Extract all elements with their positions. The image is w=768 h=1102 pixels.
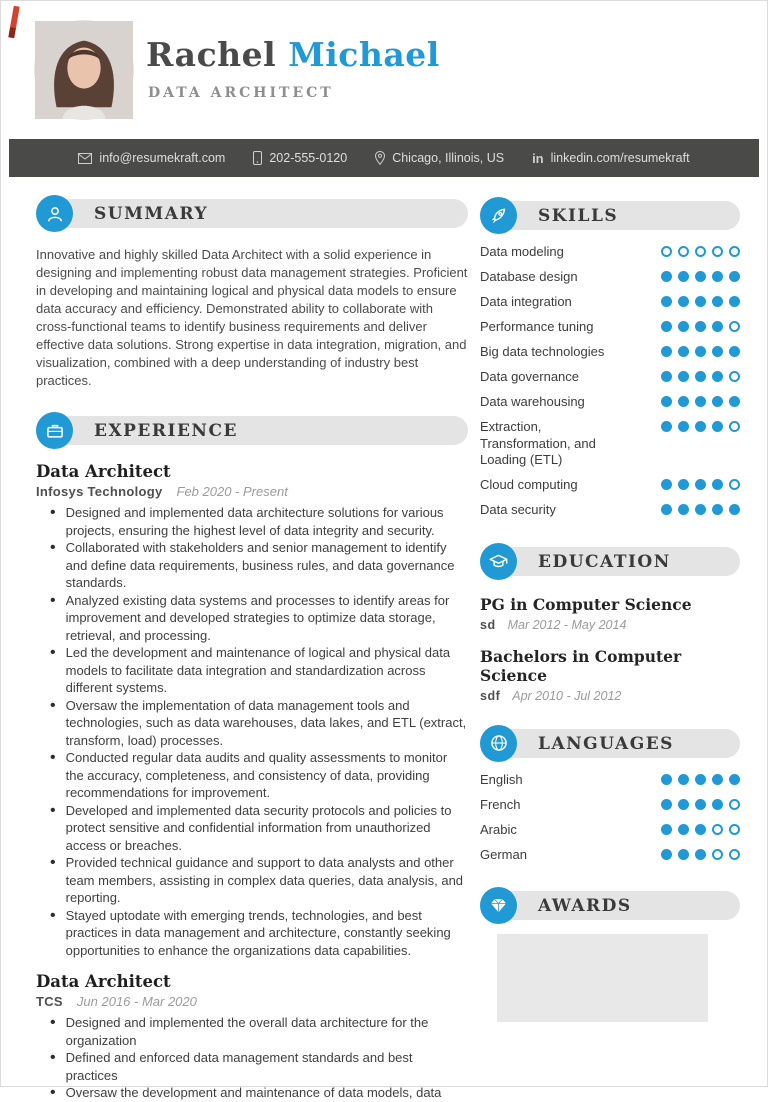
awards-section-header xyxy=(480,887,740,924)
skill-row xyxy=(480,269,740,286)
contact-phone xyxy=(253,151,347,165)
education-degree: PG in Computer Science xyxy=(480,594,692,614)
summary-text: Innovative and highly skilled Data Architect with a solid experience in designing and implementing robust data management strategies. Proficient in developing and maintaining logical and physical data models to ensure data accuracy and efficiency. Demonstrated ability to collaborate with cross-functional teams to identify business requirements and deliver effective data solutions. Strong expertise in data integration, migration, and visualization, combined with a deep understanding of industry best practices. xyxy=(36,247,468,388)
job-meta xyxy=(36,484,468,499)
bullet-item xyxy=(50,504,468,539)
experience-section-header xyxy=(36,412,468,449)
job-bullets xyxy=(36,504,468,959)
bullet-item xyxy=(50,1049,468,1084)
skill-row-dots xyxy=(661,321,740,332)
skill-row xyxy=(480,419,740,469)
skill-row-dots xyxy=(661,421,740,432)
job-title: DATA ARCHITECT xyxy=(148,85,334,101)
dot-filled xyxy=(695,824,706,835)
bullet-marker: • xyxy=(50,539,56,556)
skill-row-label: Database design xyxy=(480,269,578,284)
dot-filled xyxy=(661,799,672,810)
education-section-title: EDUCATION xyxy=(538,551,671,572)
contact-email-text: info@resumekraft.com xyxy=(99,151,226,165)
awards-placeholder-box xyxy=(497,934,708,1022)
first-name: Rachel xyxy=(146,35,277,74)
bullet-item xyxy=(50,644,468,697)
dot-filled xyxy=(729,774,740,785)
dot-empty xyxy=(661,246,672,257)
dot-filled xyxy=(729,346,740,357)
globe-icon xyxy=(480,725,517,762)
skill-row-dots xyxy=(661,396,740,407)
bullet-item xyxy=(50,907,468,960)
diamond-icon xyxy=(480,887,517,924)
job-bullets xyxy=(36,1014,468,1102)
skills-list xyxy=(480,244,740,519)
bullet-marker: • xyxy=(50,749,56,766)
skill-row xyxy=(480,319,740,336)
bullet-marker: • xyxy=(50,591,56,609)
bullet-marker: • xyxy=(50,801,56,819)
dot-filled xyxy=(661,296,672,307)
skill-row xyxy=(480,344,740,361)
skill-row-dots xyxy=(661,346,740,357)
dot-filled xyxy=(712,799,723,810)
job-dates: Feb 2020 - Present xyxy=(176,484,288,499)
dot-filled xyxy=(661,396,672,407)
education-meta xyxy=(480,618,740,632)
education-item xyxy=(480,647,740,703)
dot-filled xyxy=(695,421,706,432)
skill-row-label: Data integration xyxy=(480,294,572,309)
dot-filled xyxy=(712,504,723,515)
bullet-marker: • xyxy=(50,1049,56,1066)
rocket-icon xyxy=(480,197,517,234)
language-row-dots xyxy=(661,824,740,835)
bullet-text: Oversaw the implementation of data management tools and technologies, such as data warehouses, data lakes, and ETL (extract, transform, load) processes. xyxy=(65,697,467,748)
dot-filled xyxy=(678,421,689,432)
bullet-marker: • xyxy=(50,906,56,924)
education-degree: Bachelors in Computer Science xyxy=(480,646,682,685)
skill-row xyxy=(480,294,740,311)
languages-list xyxy=(480,772,740,864)
dot-filled xyxy=(678,504,689,515)
skills-section-title: SKILLS xyxy=(538,206,619,226)
languages-section-header xyxy=(480,725,740,762)
contact-email xyxy=(78,151,225,165)
education-school: sd xyxy=(480,617,496,632)
bullet-text: Stayed uptodate with emerging trends, technologies, and best practices in data management and architecture, constantly seeking opportunities to enhance the organizations data capabilities. xyxy=(65,907,451,958)
language-row-dots xyxy=(661,799,740,810)
language-row xyxy=(480,822,740,839)
dot-filled xyxy=(712,371,723,382)
linkedin-icon: in xyxy=(532,150,544,166)
language-row-dots xyxy=(661,774,740,785)
job-company: Infosys Technology xyxy=(36,484,163,499)
job-role: Data Architect xyxy=(36,462,171,481)
skill-row-label: Big data technologies xyxy=(480,344,605,359)
dot-filled xyxy=(695,271,706,282)
dot-filled xyxy=(678,346,689,357)
dot-empty xyxy=(729,849,740,860)
bullet-marker: • xyxy=(50,1014,56,1031)
dot-filled xyxy=(695,346,706,357)
dot-filled xyxy=(661,504,672,515)
dot-filled xyxy=(729,296,740,307)
graduation-cap-icon xyxy=(480,543,517,580)
dot-empty xyxy=(678,246,689,257)
dot-filled xyxy=(712,296,723,307)
avatar xyxy=(35,21,133,119)
education-list xyxy=(480,595,740,703)
bullet-item xyxy=(50,697,468,750)
skill-row xyxy=(480,369,740,386)
skill-row-label: Performance tuning xyxy=(480,319,594,334)
dot-filled xyxy=(678,271,689,282)
phone-icon xyxy=(253,151,262,165)
dot-filled xyxy=(661,271,672,282)
skill-row-dots xyxy=(661,246,740,257)
dot-filled xyxy=(661,371,672,382)
dot-empty xyxy=(729,824,740,835)
dot-filled xyxy=(678,824,689,835)
dot-filled xyxy=(695,774,706,785)
language-row-dots xyxy=(661,849,740,860)
language-row xyxy=(480,772,740,789)
dot-filled xyxy=(712,271,723,282)
skill-row xyxy=(480,502,740,519)
language-row-label: English xyxy=(480,771,523,787)
skill-row-dots xyxy=(661,504,740,515)
job-role: Data Architect xyxy=(36,972,171,991)
education-school: sdf xyxy=(480,688,501,703)
dot-filled xyxy=(678,296,689,307)
dot-filled xyxy=(729,504,740,515)
last-name: Michael xyxy=(288,35,440,74)
bullet-text: Collaborated with stakeholders and senior management to identify and define data requirements, business rules, and data governance standards. xyxy=(65,540,455,590)
main-column xyxy=(36,195,468,1102)
skill-row-label: Data warehousing xyxy=(480,394,585,409)
skills-section-header xyxy=(480,197,740,234)
dot-filled xyxy=(695,396,706,407)
bullet-item xyxy=(50,1014,468,1049)
dot-filled xyxy=(678,479,689,490)
dot-empty xyxy=(712,824,723,835)
dot-filled xyxy=(678,849,689,860)
contact-phone-text: 202-555-0120 xyxy=(269,151,348,165)
language-row xyxy=(480,797,740,814)
contact-linkedin-text: linkedin.com/resumekraft xyxy=(550,151,690,165)
dot-filled xyxy=(695,849,706,860)
bullet-text: Defined and enforced data management standards and best practices xyxy=(65,1050,413,1083)
dot-filled xyxy=(695,371,706,382)
contact-location-text: Chicago, Illinois, US xyxy=(392,151,505,165)
bullet-text: Designed and implemented the overall data architecture for the organization xyxy=(65,1015,429,1048)
person-name xyxy=(146,35,440,74)
language-row xyxy=(480,847,740,864)
dot-filled xyxy=(661,321,672,332)
contact-linkedin xyxy=(532,151,690,166)
dot-empty xyxy=(729,246,740,257)
education-dates: Mar 2012 - May 2014 xyxy=(507,617,627,632)
bullet-marker: • xyxy=(50,854,56,871)
bullet-marker: • xyxy=(50,504,56,521)
experience-job xyxy=(36,462,468,959)
dot-filled xyxy=(695,321,706,332)
skill-row-dots xyxy=(661,371,740,382)
dot-filled xyxy=(712,421,723,432)
dot-filled xyxy=(695,296,706,307)
languages-section-title: LANGUAGES xyxy=(538,733,674,754)
dot-filled xyxy=(712,396,723,407)
dot-filled xyxy=(712,479,723,490)
side-column xyxy=(480,197,740,1022)
dot-filled xyxy=(678,371,689,382)
education-dates: Apr 2010 - Jul 2012 xyxy=(512,688,622,703)
awards-section-title: AWARDS xyxy=(538,896,632,916)
bullet-item xyxy=(50,1084,468,1102)
bullet-item xyxy=(50,749,468,802)
job-meta xyxy=(36,994,468,1009)
envelope-icon xyxy=(78,153,92,164)
skill-row-dots xyxy=(661,271,740,282)
bullet-item xyxy=(50,539,468,592)
bullet-text: Provided technical guidance and support to data analysts and other team members, assisting in complex data queries, data analysis, and reporting. xyxy=(65,855,464,905)
summary-section-header xyxy=(36,195,468,232)
bullet-text: Oversaw the development and maintenance of data models, data xyxy=(65,1085,442,1100)
bullet-text: Developed and implemented data security protocols and policies to protect sensitive and confidential information from unauthorized access or breaches. xyxy=(65,802,452,853)
skill-row-label: Data governance xyxy=(480,369,580,384)
dot-filled xyxy=(661,849,672,860)
dot-filled xyxy=(678,321,689,332)
dot-filled xyxy=(661,421,672,432)
skill-row-dots xyxy=(661,479,740,490)
experience-job xyxy=(36,972,468,1102)
dot-empty xyxy=(729,799,740,810)
experience-jobs xyxy=(36,462,468,1102)
bullet-text: Analyzed existing data systems and processes to identify areas for improvement and developed strategies to optimize data storage, retrieval, and processing. xyxy=(65,592,450,643)
contact-bar xyxy=(9,139,759,177)
job-dates: Jun 2016 - Mar 2020 xyxy=(76,994,197,1009)
language-row-label: French xyxy=(480,796,521,812)
dot-filled xyxy=(695,504,706,515)
language-row-label: Arabic xyxy=(480,821,517,837)
dot-empty xyxy=(712,849,723,860)
dot-filled xyxy=(712,346,723,357)
dot-filled xyxy=(661,824,672,835)
dot-filled xyxy=(678,799,689,810)
bullet-text: Conducted regular data audits and quality assessments to monitor the accuracy, completeness, and consistency of data, providing recommendations for improvement. xyxy=(65,750,448,800)
dot-filled xyxy=(678,396,689,407)
dot-empty xyxy=(695,246,706,257)
profile-photo xyxy=(35,21,133,119)
skill-row-label: Extraction, Transformation, and Loading (ETL) xyxy=(480,419,596,467)
skill-row xyxy=(480,477,740,494)
location-pin-icon xyxy=(375,151,385,165)
skill-row-label: Data security xyxy=(480,502,556,517)
dot-empty xyxy=(712,246,723,257)
skill-row-dots xyxy=(661,296,740,307)
bullet-marker: • xyxy=(50,696,56,714)
bullet-item xyxy=(50,854,468,907)
dot-empty xyxy=(729,479,740,490)
dot-filled xyxy=(661,479,672,490)
dot-filled xyxy=(695,479,706,490)
skill-row xyxy=(480,244,740,261)
dot-filled xyxy=(661,774,672,785)
dot-empty xyxy=(729,421,740,432)
bullet-text: Designed and implemented data architecture solutions for various projects, ensuring the highest level of data integrity and security. xyxy=(65,505,444,538)
bullet-marker: • xyxy=(50,1084,56,1101)
education-section-header xyxy=(480,543,740,580)
dot-filled xyxy=(661,346,672,357)
language-row-label: German xyxy=(480,846,527,862)
dot-filled xyxy=(678,774,689,785)
job-company: TCS xyxy=(36,994,63,1009)
skill-row-label: Cloud computing xyxy=(480,477,578,492)
contact-location xyxy=(375,151,504,165)
person-icon xyxy=(36,195,73,232)
dot-empty xyxy=(729,321,740,332)
bullet-text: Led the development and maintenance of logical and physical data models to facilitate data integration and standardization across different systems. xyxy=(65,645,451,695)
bullet-item xyxy=(50,592,468,645)
summary-section-title: SUMMARY xyxy=(94,204,209,224)
dot-filled xyxy=(695,799,706,810)
dot-filled xyxy=(712,321,723,332)
bullet-marker: • xyxy=(50,644,56,661)
dot-filled xyxy=(729,271,740,282)
experience-section-title: EXPERIENCE xyxy=(94,421,238,441)
education-item xyxy=(480,595,740,632)
dot-empty xyxy=(729,371,740,382)
dot-filled xyxy=(729,396,740,407)
skill-row xyxy=(480,394,740,411)
bullet-item xyxy=(50,802,468,855)
skill-row-label: Data modeling xyxy=(480,244,564,259)
corner-mark xyxy=(8,6,19,39)
dot-filled xyxy=(712,774,723,785)
briefcase-icon xyxy=(36,412,73,449)
education-meta xyxy=(480,689,740,703)
